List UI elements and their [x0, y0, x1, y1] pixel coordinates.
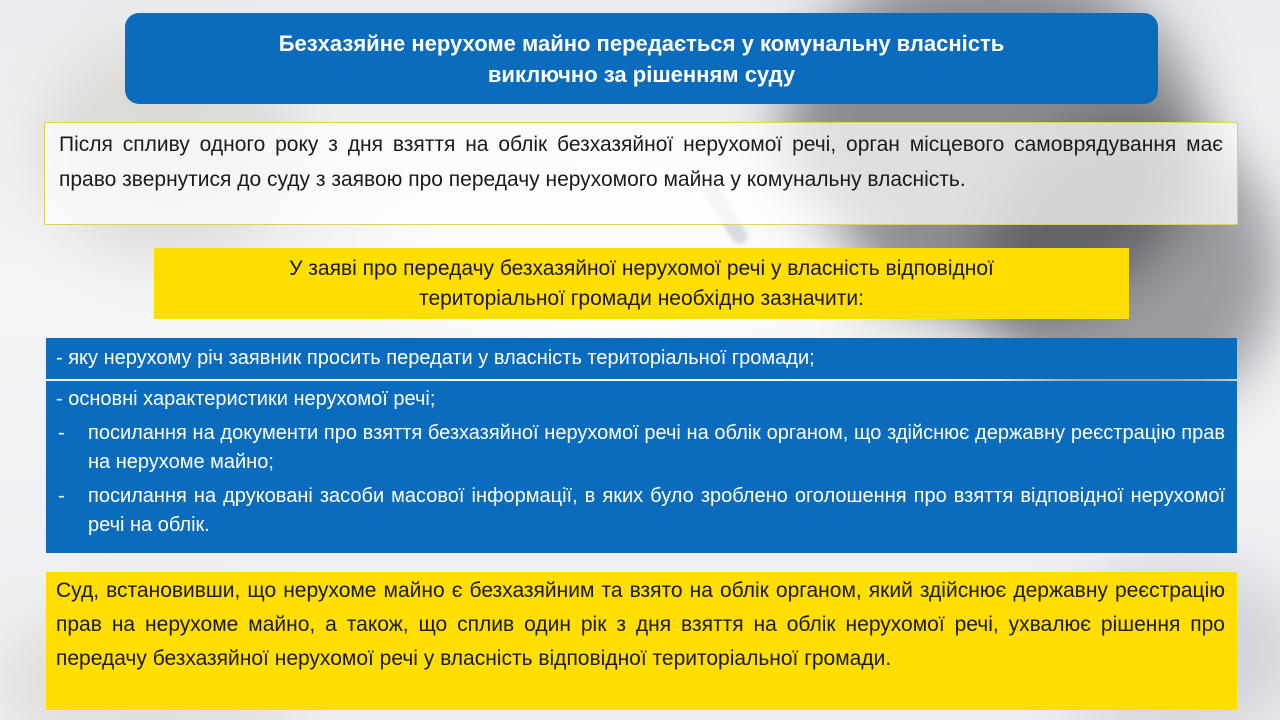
requirement-item-2: - основні характеристики нерухомої речі; [56, 388, 436, 410]
slide-title [125, 13, 1158, 104]
statement-heading [154, 248, 1129, 319]
intro-paragraph: Після спливу одного року з дня взяття на облік безхазяйної нерухомої речі, орган місцевого самоврядування має право звернутися до суду з заявою про передачу нерухомого майна у комунальну власність. [44, 122, 1238, 225]
requirement-item-3 [56, 419, 1225, 477]
requirement-item-1: - яку нерухому річ заявник просить передати у власність територіальної громади; [46, 338, 1237, 379]
list-dash: - [58, 422, 65, 444]
court-decision-paragraph: Суд, встановивши, що нерухоме майно є безхазяйним та взято на облік органом, який здійснює державну реєстрацію прав на нерухоме майно, а також, що сплив один рік з дня взяття на облік нерухомої речі, ухвалює рішення про передачу безхазяйної нерухомої речі у власність відповідної територіальної громади. [46, 572, 1237, 710]
slide-title-line-1: Безхазяйне нерухоме майно передається у комунальну власність [278, 30, 1005, 56]
requirement-item-4 [56, 482, 1225, 540]
list-dash: - [58, 485, 65, 507]
slide-title-line-2: виключно за рішенням суду [487, 61, 796, 87]
statement-heading-line-1: У заяві про передачу безхазяйної нерухомої речі у власність відповідної [289, 256, 994, 280]
requirement-item-3-text: посилання на документи про взяття безхазяйної нерухомої речі на облік органом, що здійснює державну реєстрацію прав на нерухоме майно; [88, 422, 1225, 473]
requirements-list [46, 381, 1237, 553]
statement-heading-line-2: територіальної громади необхідно зазначити: [419, 286, 864, 310]
requirement-item-4-text: посилання на друковані засоби масової інформації, в яких було зроблено оголошення про взяття відповідної нерухомої речі на облік. [88, 485, 1225, 536]
